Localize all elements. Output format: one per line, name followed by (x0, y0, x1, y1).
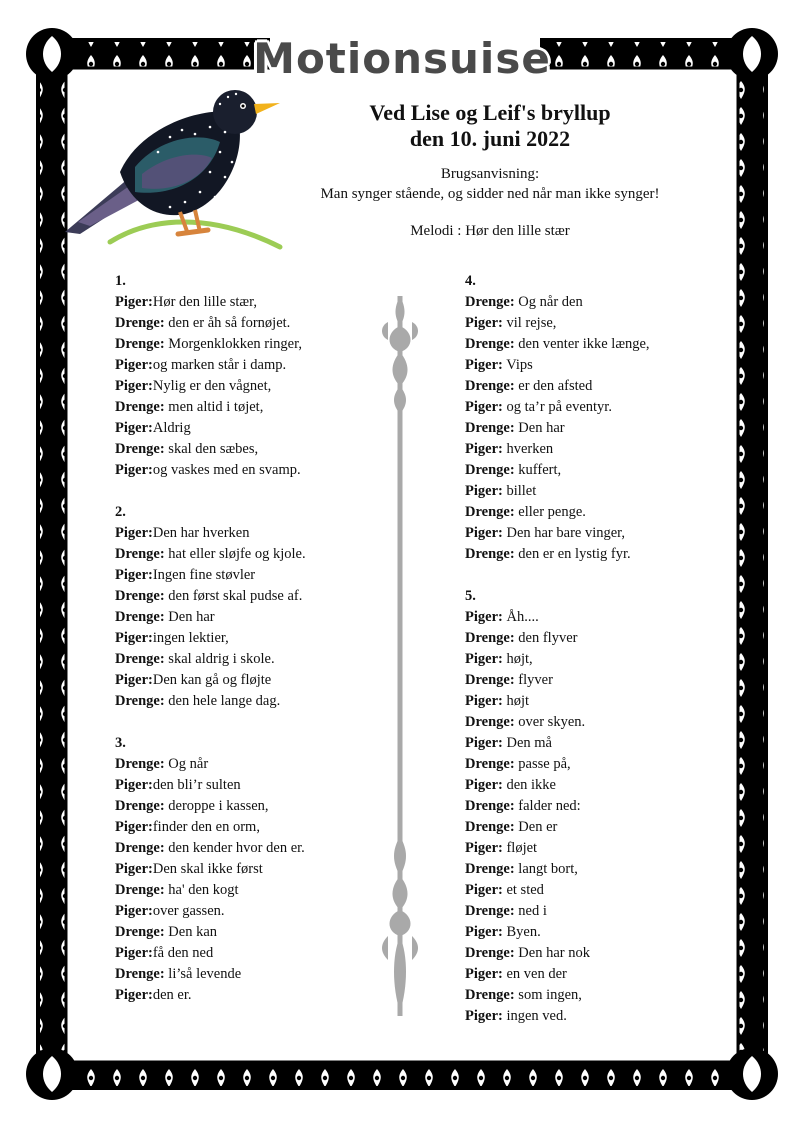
lyric-text: falder ned: (518, 798, 581, 814)
verse-number: 2. (115, 504, 126, 520)
lyric-line (115, 691, 306, 712)
singer-role: Drenge: (465, 903, 515, 919)
singer-role: Piger: (115, 903, 153, 919)
lyric-text: Nylig er den vågnet, (152, 378, 272, 394)
singer-role: Piger: (465, 1008, 503, 1024)
lyric-text: Den er (518, 819, 558, 835)
lyric-text: Den kan gå og fløjte (152, 672, 272, 688)
lyric-line (115, 859, 306, 880)
lyric-text: Morgenklokken ringer, (168, 336, 302, 352)
lyric-line (115, 418, 306, 439)
singer-role: Piger: (115, 525, 153, 541)
lyric-line (465, 649, 650, 670)
singer-role: Piger: (465, 924, 503, 940)
lyric-line (115, 628, 306, 649)
lyric-text: den er en lystig fyr. (518, 546, 631, 562)
lyric-line (465, 292, 650, 313)
lyric-text: passe på, (518, 756, 571, 772)
lyric-text: deroppe i kassen, (168, 798, 269, 814)
singer-role: Piger: (465, 840, 503, 856)
lyric-text: over gassen. (152, 903, 225, 919)
singer-role: Piger: (115, 567, 153, 583)
singer-role: Drenge: (115, 651, 165, 667)
lyric-line (465, 1006, 650, 1027)
lyric-text: Og når (168, 756, 209, 772)
lyric-line (465, 544, 650, 565)
lyric-text: højt (506, 693, 530, 709)
lyric-text: få den ned (152, 945, 214, 961)
lyric-text: den kender hvor den er. (168, 840, 305, 856)
singer-role: Piger: (115, 945, 153, 961)
lyric-line (465, 607, 650, 628)
lyric-line (115, 985, 306, 1006)
singer-role: Drenge: (465, 819, 515, 835)
lyric-line (115, 754, 306, 775)
singer-role: Drenge: (465, 798, 515, 814)
singer-role: Drenge: (115, 924, 165, 940)
lyric-text: den venter ikke længe, (518, 336, 650, 352)
lyric-text: Den kan (168, 924, 218, 940)
lyric-line (465, 880, 650, 901)
lyric-text: Byen. (506, 924, 541, 940)
singer-role: Drenge: (465, 630, 515, 646)
lyric-text: fløjet (506, 840, 538, 856)
lyric-line (115, 796, 306, 817)
lyric-line (465, 481, 650, 502)
lyric-line (465, 313, 650, 334)
singer-role: Piger: (115, 357, 153, 373)
lyric-line (465, 628, 650, 649)
lyric-text: men altid i tøjet, (168, 399, 264, 415)
instructions-label: Brugsanvisning: (440, 166, 540, 182)
lyric-text: Den har (168, 609, 215, 625)
lyric-text: langt bort, (518, 861, 578, 877)
lyric-text: den er åh så fornøjet. (168, 315, 291, 331)
singer-role: Drenge: (115, 336, 165, 352)
lyric-text: Og når den (518, 294, 583, 310)
singer-role: Piger: (465, 882, 503, 898)
lyric-line (465, 901, 650, 922)
lyric-line (465, 943, 650, 964)
event-heading: Ved Lise og Leif's bryllup (369, 100, 611, 125)
lyric-line (465, 985, 650, 1006)
singer-role: Drenge: (465, 336, 515, 352)
singer-role: Drenge: (115, 546, 165, 562)
lyric-text: den bli’r sulten (152, 777, 241, 793)
lyric-text: hverken (506, 441, 554, 457)
singer-role: Drenge: (115, 588, 165, 604)
singer-role: Piger: (115, 672, 153, 688)
lyric-text: over skyen. (518, 714, 586, 730)
lyric-text: eller penge. (518, 504, 586, 520)
singer-role: Drenge: (465, 756, 515, 772)
lyric-text: ned i (518, 903, 547, 919)
singer-role: Piger: (465, 735, 503, 751)
lyric-text: vil rejse, (506, 315, 557, 331)
singer-role: Piger: (465, 525, 503, 541)
lyric-text: og vaskes med en svamp. (152, 462, 301, 478)
singer-role: Piger: (465, 777, 503, 793)
singer-role: Drenge: (115, 609, 165, 625)
singer-role: Piger: (465, 357, 503, 373)
lyric-line (465, 691, 650, 712)
verse-number: 1. (115, 273, 126, 289)
lyric-line (115, 439, 306, 460)
lyric-line (115, 313, 306, 334)
event-date: den 10. juni 2022 (409, 126, 571, 151)
lyric-text: den er. (152, 987, 192, 1003)
singer-role: Drenge: (115, 840, 165, 856)
singer-role: Drenge: (115, 882, 165, 898)
lyric-line (115, 523, 306, 544)
singer-role: Drenge: (465, 504, 515, 520)
lyric-line (465, 502, 650, 523)
lyric-text: Den har hverken (152, 525, 250, 541)
lyric-line (465, 670, 650, 691)
lyric-line (465, 355, 650, 376)
singer-role: Drenge: (115, 441, 165, 457)
singer-role: Drenge: (465, 546, 515, 562)
left-column (115, 271, 306, 1006)
lyric-line (115, 817, 306, 838)
singer-role: Piger: (465, 693, 503, 709)
lyric-line (465, 397, 650, 418)
lyric-line (465, 838, 650, 859)
singer-role: Piger: (115, 294, 153, 310)
singer-role: Drenge: (465, 294, 515, 310)
lyric-line (115, 460, 306, 481)
verse-number: 4. (465, 273, 476, 289)
lyric-line (115, 649, 306, 670)
lyric-line (465, 775, 650, 796)
singer-role: Drenge: (115, 693, 165, 709)
lyric-line (465, 817, 650, 838)
verse-number: 3. (115, 735, 126, 751)
lyric-line (465, 523, 650, 544)
lyric-line (465, 754, 650, 775)
lyric-text: Den må (506, 735, 552, 751)
lyric-text: ingen ved. (506, 1008, 567, 1024)
lyric-text: ha' den kogt (168, 882, 239, 898)
singer-role: Drenge: (115, 756, 165, 772)
lyric-text: Den har nok (518, 945, 590, 961)
singer-role: Piger: (115, 420, 153, 436)
lyric-text: skal aldrig i skole. (168, 651, 275, 667)
lyric-line (115, 376, 306, 397)
lyric-text: højt, (506, 651, 533, 667)
singer-role: Piger: (465, 399, 503, 415)
lyric-line (465, 439, 650, 460)
singer-role: Piger: (465, 441, 503, 457)
lyric-line (115, 586, 306, 607)
singer-role: Drenge: (465, 987, 515, 1003)
lyric-line (465, 859, 650, 880)
lyric-text: og ta’r på eventyr. (506, 399, 612, 415)
lyric-text: Den skal ikke først (152, 861, 263, 877)
lyric-line (115, 607, 306, 628)
singer-role: Drenge: (465, 714, 515, 730)
lyric-line (115, 565, 306, 586)
lyric-text: den først skal pudse af. (168, 588, 303, 604)
lyric-text: finder den en orm, (152, 819, 260, 835)
right-column (465, 271, 650, 1027)
singer-role: Drenge: (465, 462, 515, 478)
lyric-text: flyver (518, 672, 553, 688)
instructions-text: Man synger stående, og sidder ned når man ikke synger! (320, 186, 660, 202)
singer-role: Piger: (465, 609, 503, 625)
lyric-text: Åh.... (506, 609, 539, 625)
singer-role: Drenge: (115, 399, 165, 415)
lyric-line (465, 964, 650, 985)
lyric-line (115, 964, 306, 985)
lyric-text: og marken står i damp. (152, 357, 287, 373)
lyric-line (115, 544, 306, 565)
lyric-text: den ikke (506, 777, 556, 793)
lyric-text: et sted (506, 882, 544, 898)
lyric-text: en ven der (506, 966, 567, 982)
singer-role: Drenge: (465, 420, 515, 436)
lyric-text: Ingen fine støvler (152, 567, 256, 583)
singer-role: Piger: (465, 966, 503, 982)
lyric-text: skal den sæbes, (168, 441, 259, 457)
lyric-line (465, 712, 650, 733)
singer-role: Piger: (115, 378, 153, 394)
singer-role: Drenge: (115, 966, 165, 982)
singer-role: Drenge: (465, 378, 515, 394)
ornamental-divider (380, 296, 420, 1016)
singer-role: Piger: (115, 987, 153, 1003)
lyric-line (465, 460, 650, 481)
lyric-line (115, 838, 306, 859)
singer-role: Piger: (115, 777, 153, 793)
page-title: Motionsuise (253, 34, 551, 83)
lyric-line (115, 670, 306, 691)
singer-role: Piger: (465, 483, 503, 499)
singer-role: Piger: (115, 630, 153, 646)
singer-role: Piger: (465, 651, 503, 667)
lyric-line (115, 943, 306, 964)
lyric-text: hat eller sløjfe og kjole. (168, 546, 306, 562)
singer-role: Piger: (115, 819, 153, 835)
lyric-text: som ingen, (518, 987, 582, 1003)
lyric-line (115, 922, 306, 943)
lyric-line (465, 796, 650, 817)
lyric-line (115, 397, 306, 418)
starling-illustration (60, 82, 290, 257)
lyric-text: ingen lektier, (152, 630, 229, 646)
lyric-text: li’så levende (168, 966, 242, 982)
lyric-text: kuffert, (518, 462, 562, 478)
verse-number: 5. (465, 588, 476, 604)
lyric-text: Vips (506, 357, 533, 373)
melody-line: Melodi : Hør den lille stær (410, 223, 570, 239)
lyric-text: Hør den lille stær, (152, 294, 257, 310)
lyric-line (115, 292, 306, 313)
lyric-line (465, 376, 650, 397)
singer-role: Piger: (465, 315, 503, 331)
lyric-text: den flyver (518, 630, 578, 646)
singer-role: Drenge: (115, 798, 165, 814)
singer-role: Drenge: (465, 861, 515, 877)
lyric-line (465, 922, 650, 943)
lyric-line (115, 334, 306, 355)
singer-role: Drenge: (115, 315, 165, 331)
lyric-line (465, 418, 650, 439)
lyric-line (115, 775, 306, 796)
lyric-line (115, 901, 306, 922)
lyric-line (465, 334, 650, 355)
singer-role: Piger: (115, 861, 153, 877)
singer-role: Piger: (115, 462, 153, 478)
lyric-text: den hele lange dag. (168, 693, 281, 709)
lyric-text: er den afsted (518, 378, 593, 394)
lyric-text: Den har (518, 420, 565, 436)
lyric-text: Aldrig (152, 420, 191, 436)
singer-role: Drenge: (465, 672, 515, 688)
lyric-line (465, 733, 650, 754)
lyric-text: Den har bare vinger, (506, 525, 626, 541)
lyric-text: billet (506, 483, 537, 499)
singer-role: Drenge: (465, 945, 515, 961)
lyric-line (115, 355, 306, 376)
lyric-line (115, 880, 306, 901)
